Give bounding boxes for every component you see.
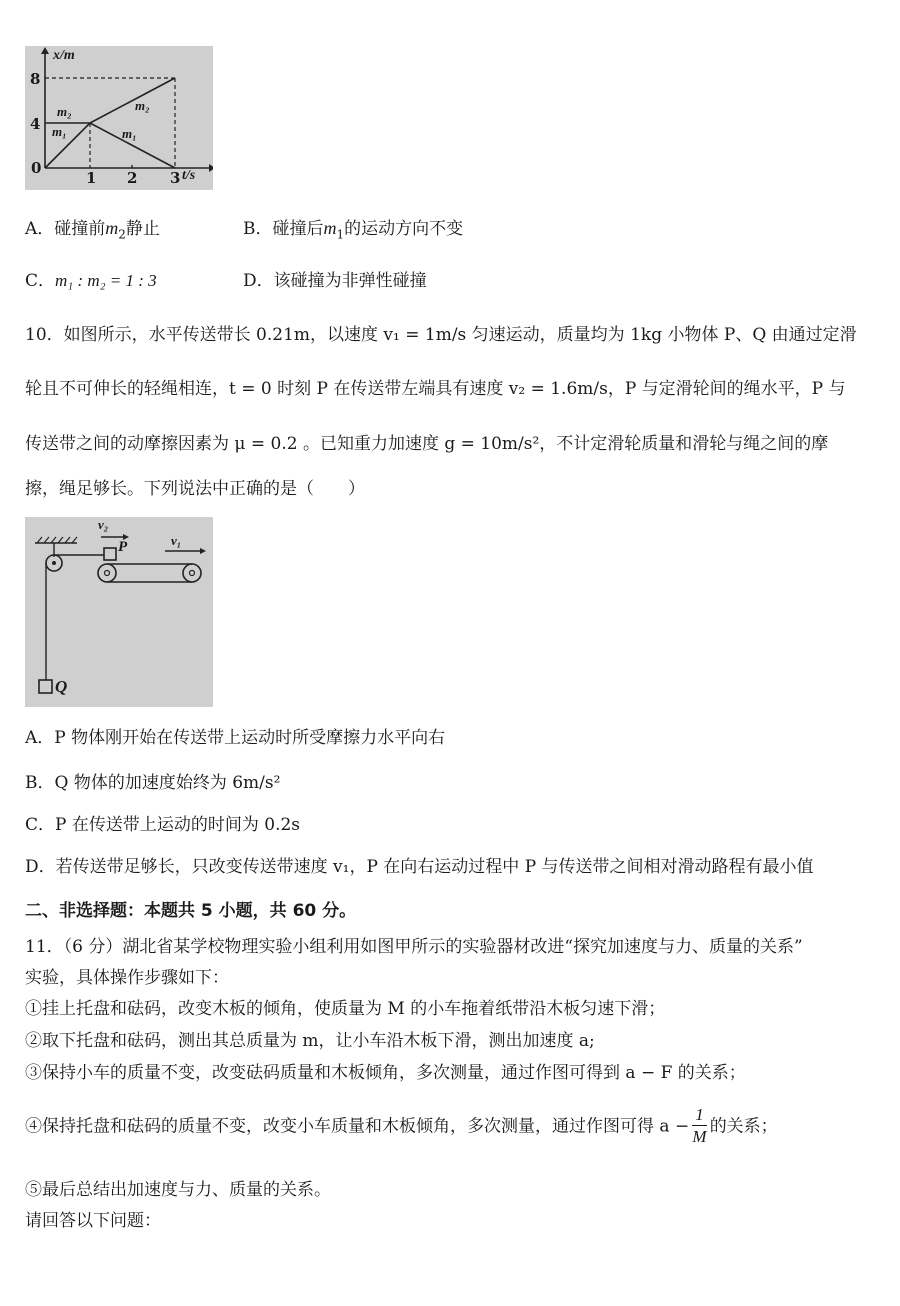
q9-c-math: m₁ : m₂ = 1 : 3 [55,271,157,290]
right-roller [183,564,201,582]
label-m2-left: m₂ [57,104,72,119]
q11-step4-before: ④保持托盘和砝码的质量不变，改变小车质量和木板倾角，多次测量，通过作图可得 a − [25,1116,690,1137]
q10-line-3: 传送带之间的动摩擦因素为 μ = 0.2 。已知重力加速度 g = 10m/s²，不计定滑轮质量和滑轮与绳之间的摩 [25,434,829,454]
section-2-heading: 二、非选择题：本题共 5 小题，共 60 分。 [25,901,357,921]
q11-step-1: ①挂上托盘和砝码，改变木板的倾角，使质量为 M 的小车拖着纸带沿木板匀速下滑； [25,999,666,1019]
q9-a-var: m [105,218,119,238]
q9-b-sub: 1 [336,227,345,242]
q9-c-prefix: C． [25,271,56,291]
q10-line-4: 擦，绳足够长。下列说法中正确的是（ ） [25,479,365,499]
q10-option-a: A．P 物体刚开始在传送带上运动时所受摩擦力水平向右 [25,728,446,748]
fraction-1-over-m [692,1105,707,1148]
q9-option-d: D．该碰撞为非弹性碰撞 [243,271,427,291]
q10-line-1: 10．如图所示，水平传送带长 0.21m，以速度 v₁ = 1m/s 匀速运动，质量均为 1kg 小物体 P、Q 由通过定滑 [25,325,857,345]
label-m2-right: m₂ [135,98,150,113]
label-q: Q [55,677,68,696]
x-axis-label: t/s [182,168,196,183]
x-axis-arrow [209,164,213,172]
q11-step4-after: 的关系； [709,1116,778,1137]
fraction-denominator: M [692,1127,707,1146]
q9-option-a [25,217,160,245]
y-tick-8: 8 [30,70,41,88]
q9-b-suffix: 的运动方向不变 [344,219,464,239]
q11-prompt: 请回答以下问题： [25,1211,161,1231]
q11-step-5: ⑤最后总结出加速度与力、质量的关系。 [25,1180,331,1200]
x-tick-1: 1 [86,169,97,187]
q9-xt-graph [25,46,213,190]
q10-option-b: B．Q 物体的加速度始终为 6m/s² [25,773,281,793]
q11-step-2: ②取下托盘和砝码，测出其总质量为 m，让小车沿木板下滑，测出加速度 a; [25,1031,595,1051]
label-v1: v₁ [171,533,182,548]
y-axis-arrow [41,47,49,54]
q11-step-3: ③保持小车的质量不变，改变砝码质量和木板倾角，多次测量，通过作图可得到 a − F 的关系； [25,1063,746,1083]
q9-option-b [243,217,463,245]
q10-option-d: D．若传送带足够长，只改变传送带速度 v₁，P 在向右运动过程中 P 与传送带之间相对滑动路程有最小值 [25,857,814,877]
label-p: P [118,539,128,555]
q9-b-prefix: B．碰撞后 [243,219,324,239]
q11-line-2: 实验，具体操作步骤如下： [25,968,229,988]
ceiling-hatch [37,537,77,543]
x-tick-3: 3 [170,169,181,187]
block-q [39,680,52,693]
q9-option-c [25,270,157,292]
q10-line-2: 轮且不可伸长的轻绳相连，t = 0 时刻 P 在传送带左端具有速度 v₂ = 1.6m/s，P 与定滑轮间的绳水平，P 与 [25,379,846,399]
q11-line-1: 11．（6 分）湖北省某学校物理实验小组利用如图甲所示的实验器材改进“探究加速度与力、质量的关系” [25,937,803,957]
label-m1-left: m₁ [52,124,67,139]
block-p [104,548,116,560]
q10-option-c: C．P 在传送带上运动的时间为 0.2s [25,815,301,835]
y-tick-0: 0 [31,159,42,177]
q9-a-prefix: A．碰撞前 [25,219,106,239]
q9-a-sub: 2 [118,227,126,242]
y-tick-4: 4 [30,115,41,133]
x-tick-2: 2 [127,169,138,187]
q10-conveyor-figure [25,517,213,707]
q9-b-var: m [323,218,337,238]
left-roller [98,564,116,582]
q11-step-4 [25,1105,778,1148]
line-m2-after [90,78,175,123]
fraction-numerator: 1 [692,1105,707,1126]
label-v2: v₂ [98,517,109,532]
q9-a-suffix: 静止 [125,219,160,239]
label-m1-right: m₁ [122,126,137,141]
y-axis-label: x/m [53,48,75,63]
